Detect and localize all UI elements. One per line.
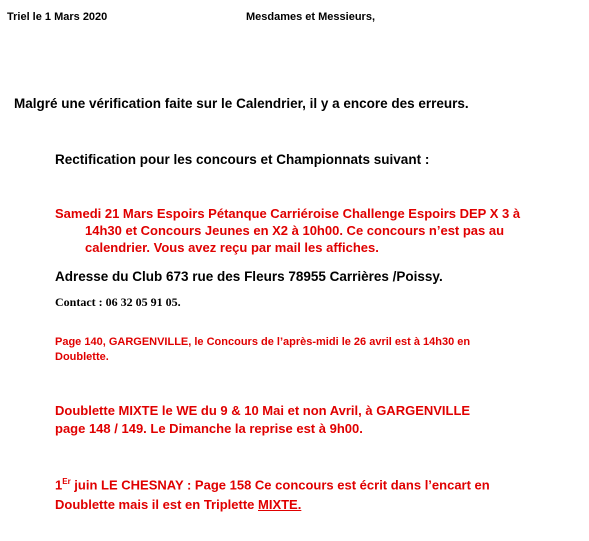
- item-gargenville-avril-line2: Doublette.: [55, 351, 109, 363]
- item-le-chesnay-day: 1: [55, 477, 63, 493]
- item-doublette-mixte-line1: Doublette MIXTE le WE du 9 & 10 Mai et non Avril, à GARGENVILLE: [55, 403, 471, 418]
- item-espoirs-line1: Samedi 21 Mars Espoirs Pétanque Carriéroise Challenge Espoirs DEP X 3 à: [55, 206, 521, 221]
- item-espoirs-line3: calendrier. Vous avez reçu par mail les affiches.: [85, 240, 379, 255]
- greeting: Mesdames et Messieurs,: [246, 11, 376, 23]
- item-espoirs-line2: 14h30 et Concours Jeunes en X2 à 10h00. Ce concours n’est pas au: [85, 223, 505, 238]
- item-le-chesnay-line2-text: Doublette mais il est en Triplette: [55, 497, 258, 512]
- club-contact: Contact : 06 32 05 91 05.: [55, 295, 181, 309]
- item-le-chesnay-superscript: Er: [62, 477, 71, 486]
- place-date: Triel le 1 Mars 2020: [7, 11, 108, 23]
- intro-paragraph: Malgré une vérification faite sur le Calendrier, il y a encore des erreurs.: [14, 96, 469, 111]
- mixte-emphasis: MIXTE.: [258, 497, 302, 512]
- item-doublette-mixte-line2: page 148 / 149. Le Dimanche la reprise est à 9h00.: [55, 421, 363, 436]
- club-address: Adresse du Club 673 rue des Fleurs 78955 Carrières /Poissy.: [55, 269, 443, 284]
- item-gargenville-avril-line1: Page 140, GARGENVILLE, le Concours de l’après-midi le 26 avril est à 14h30 en: [55, 336, 471, 348]
- item-le-chesnay-line1: [55, 477, 490, 492]
- item-le-chesnay-line1-text: juin LE CHESNAY : Page 158 Ce concours est écrit dans l’encart en: [70, 477, 490, 493]
- item-le-chesnay-line2: [55, 497, 301, 512]
- rectification-heading: Rectification pour les concours et Championnats suivant :: [55, 152, 430, 167]
